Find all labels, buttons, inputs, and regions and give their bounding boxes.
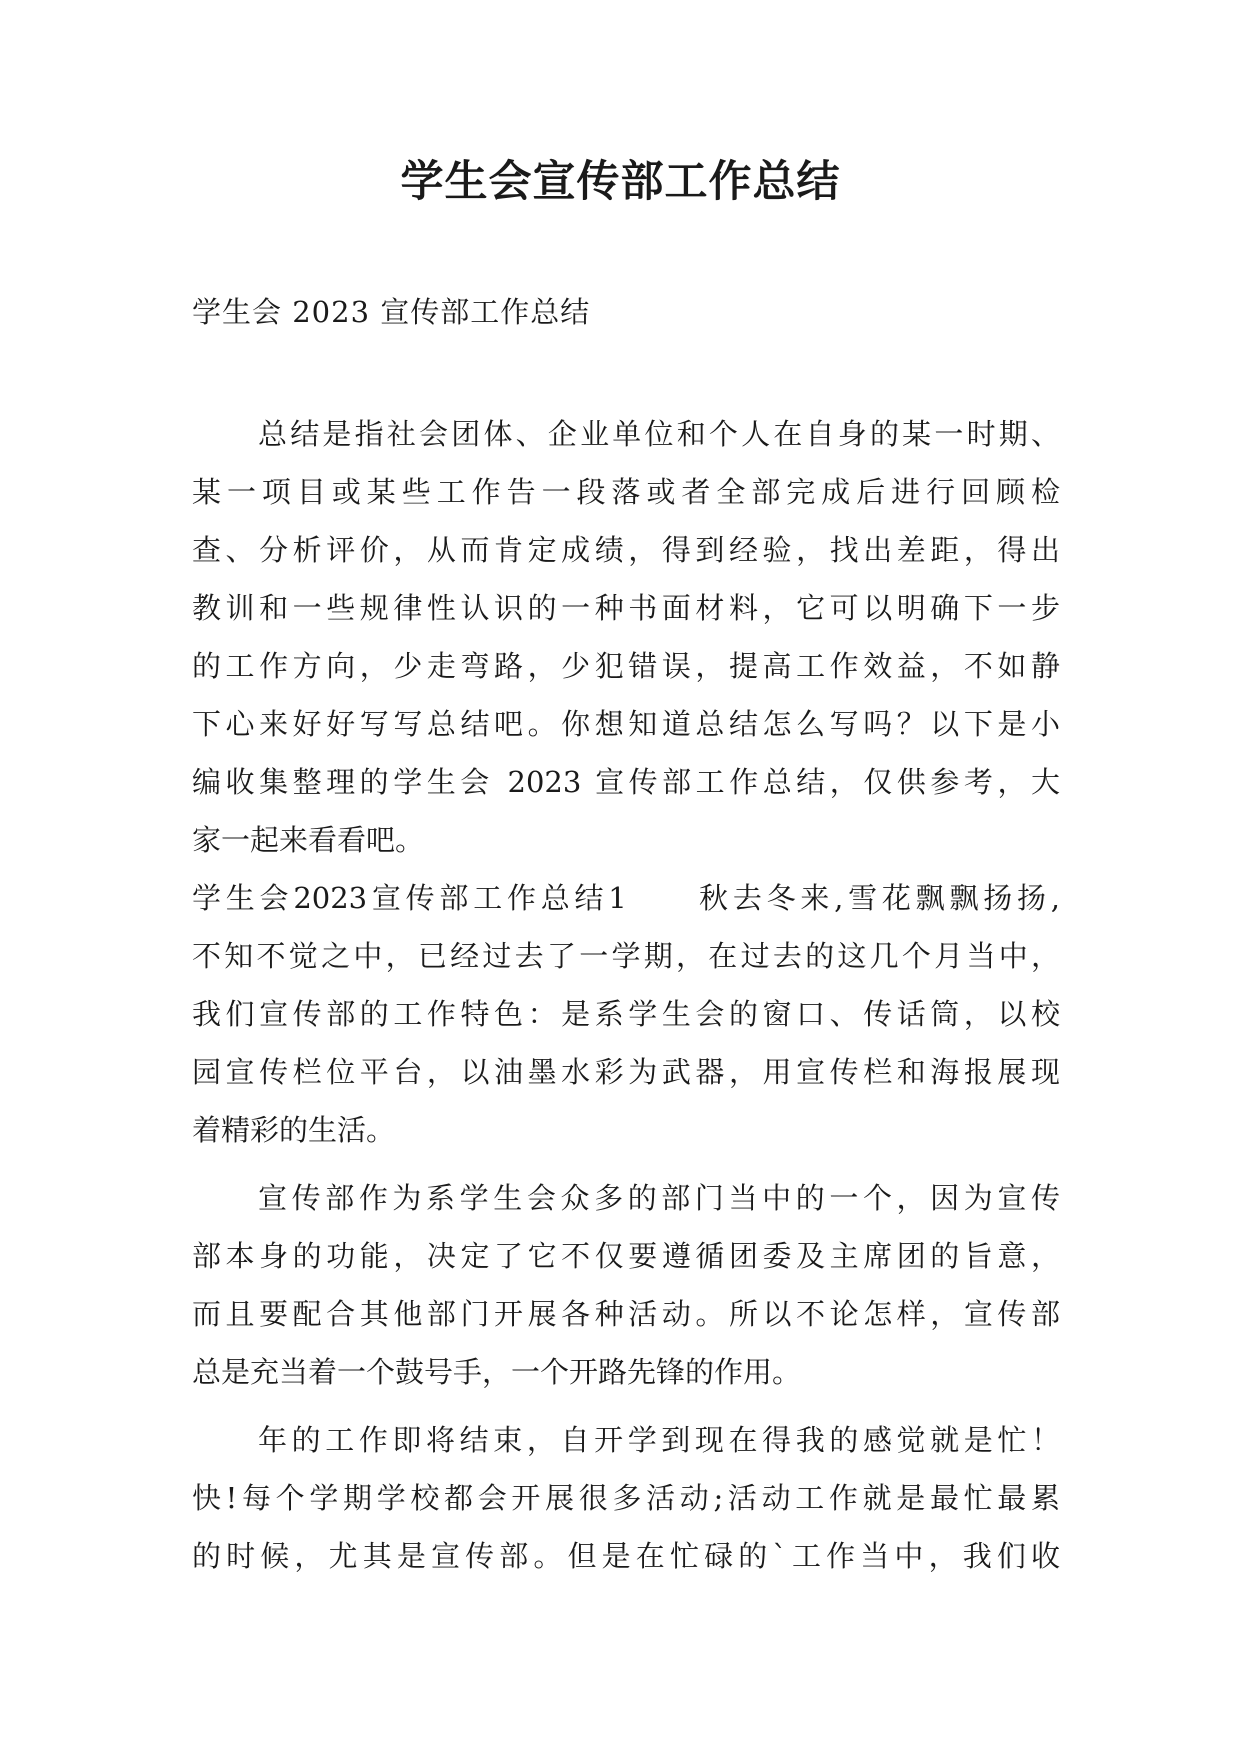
paragraph-line: 总结是指社会团体、企业单位和个人在自身的某一时期、 — [258, 417, 1060, 451]
paragraph-line: 而且要配合其他部门开展各种活动。所以不论怎样，宣传部 — [192, 1297, 1060, 1331]
paragraph-line: 宣传部作为系学生会众多的部门当中的一个，因为宣传 — [258, 1181, 1060, 1215]
paragraph-line: 着精彩的生活。 — [192, 1113, 396, 1147]
paragraph-line: 不知不觉之中，已经过去了一学期，在过去的这几个月当中， — [192, 939, 1060, 973]
paragraph-gap — [192, 1401, 1060, 1411]
paragraph-line: 的时候，尤其是宣传部。但是在忙碌的`工作当中，我们收 — [192, 1539, 1060, 1573]
document-subtitle: 学生会 2023 宣传部工作总结 — [192, 295, 591, 329]
paragraph-line: 我们宣传部的工作特色：是系学生会的窗口、传话筒，以校 — [192, 997, 1060, 1031]
paragraph-line: 家一起来看看吧。 — [192, 823, 425, 857]
paragraph-line: 编收集整理的学生会 2023 宣传部工作总结，仅供参考，大 — [192, 765, 1060, 799]
paragraph-gap — [192, 1159, 1060, 1169]
document-title: 学生会宣传部工作总结 — [400, 157, 841, 207]
paragraph-line: 部本身的功能，决定了它不仅要遵循团委及主席团的旨意， — [192, 1239, 1060, 1273]
paragraph-line: 查、分析评价，从而肯定成绩，得到经验，找出差距，得出 — [192, 533, 1060, 567]
paragraph-line: 年的工作即将结束，自开学到现在得我的感觉就是忙！ — [258, 1423, 1060, 1457]
paragraph-line: 某一项目或某些工作告一段落或者全部完成后进行回顾检 — [192, 475, 1060, 509]
paragraph-line: 教训和一些规律性认识的一种书面材料，它可以明确下一步 — [192, 591, 1060, 625]
paragraph-line: 的工作方向，少走弯路，少犯错误，提高工作效益，不如静 — [192, 649, 1060, 683]
paragraph-line: 下心来好好写写总结吧。你想知道总结怎么写吗？以下是小 — [192, 707, 1060, 741]
paragraph-line: 总是充当着一个鼓号手，一个开路先锋的作用。 — [192, 1355, 802, 1389]
paragraph-line: 快!每个学期学校都会开展很多活动;活动工作就是最忙最累 — [192, 1481, 1060, 1515]
paragraph-line: 园宣传栏位平台，以油墨水彩为武器，用宣传栏和海报展现 — [192, 1055, 1060, 1089]
document-body — [192, 405, 1060, 1585]
paragraph-line: 学生会2023宣传部工作总结1 秋去冬来,雪花飘飘扬扬, — [192, 881, 1060, 915]
